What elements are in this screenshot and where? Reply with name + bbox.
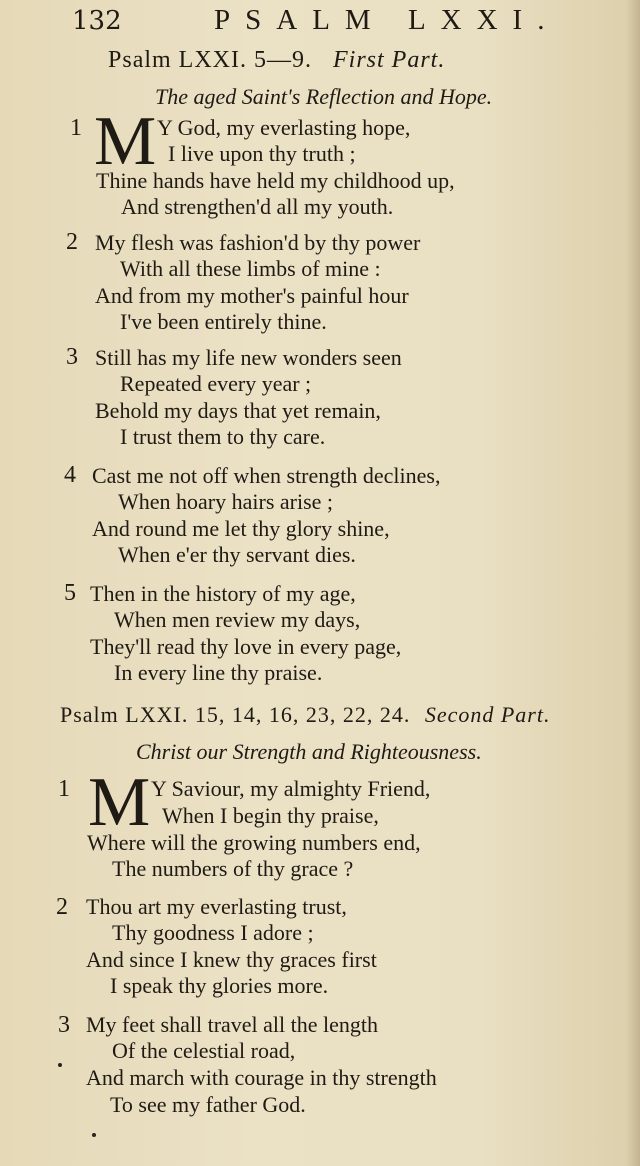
verse-line: Cast me not off when strength declines, xyxy=(92,463,441,488)
verse-number: 2 xyxy=(56,894,68,920)
verse-number: 3 xyxy=(66,344,78,370)
verse-line: My feet shall travel all the length xyxy=(86,1012,379,1037)
first-part-title: Psalm LXXI. 5—9. xyxy=(108,47,312,73)
verse-line: I've been entirely thine. xyxy=(120,309,327,334)
verse-line: When men review my days, xyxy=(114,607,361,632)
ink-speck xyxy=(92,1133,96,1137)
verse-line: They'll read thy love in every page, xyxy=(90,634,402,659)
verse-line: Then in the history of my age, xyxy=(90,581,356,606)
verse-line: I live upon thy truth ; xyxy=(168,141,356,166)
verse-line: Thou art my everlasting trust, xyxy=(86,894,347,919)
running-head xyxy=(0,2,640,42)
verse-line: And from my mother's painful hour xyxy=(95,283,409,308)
verse-number: 2 xyxy=(66,229,78,255)
verse-number: 4 xyxy=(64,462,76,488)
verse-line: Thy goodness I adore ; xyxy=(112,920,314,945)
verse-line: My flesh was fashion'd by thy power xyxy=(95,230,421,255)
drop-cap: M xyxy=(88,764,151,841)
verse-line: And strengthen'd all my youth. xyxy=(121,194,394,219)
verse-number: 1 xyxy=(58,776,70,802)
ink-speck xyxy=(58,1063,62,1067)
running-title: PSALM LXXI. xyxy=(214,4,560,36)
verse-number: 1 xyxy=(70,115,82,141)
second-part-label: Second Part. xyxy=(424,702,551,727)
second-part-title: Psalm LXXI. 15, 14, 16, 23, 22, 24. xyxy=(60,702,411,727)
second-part-theme: Christ our Strength and Righteousness. xyxy=(136,739,482,764)
first-part-heading xyxy=(108,47,445,74)
verse-line: And march with courage in thy strength xyxy=(86,1065,437,1090)
verse-line: To see my father God. xyxy=(110,1092,306,1117)
verse-number: 3 xyxy=(58,1012,70,1038)
verse-line: And since I knew thy graces first xyxy=(86,947,377,972)
verse-line: When I begin thy praise, xyxy=(162,803,379,828)
verse-line: Behold my days that yet remain, xyxy=(95,398,381,423)
page-edge-shadow xyxy=(626,0,640,1166)
verse-number: 5 xyxy=(64,580,76,606)
verse-line: With all these limbs of mine : xyxy=(120,256,381,281)
verse-line: And round me let thy glory shine, xyxy=(92,516,390,541)
verse-line: In every line thy praise. xyxy=(114,660,323,685)
first-part-label: First Part. xyxy=(333,47,446,73)
page-number: 132 xyxy=(72,6,122,36)
first-part-theme: The aged Saint's Reflection and Hope. xyxy=(155,84,493,109)
verse-line: I speak thy glories more. xyxy=(110,973,329,998)
verse-line: Thine hands have held my childhood up, xyxy=(96,168,455,193)
verse-line: When e'er thy servant dies. xyxy=(118,542,356,567)
verse-line: Repeated every year ; xyxy=(120,371,312,396)
verse-line: Y Saviour, my almighty Friend, xyxy=(151,776,431,801)
drop-cap: M xyxy=(94,103,157,180)
verse-line: I trust them to thy care. xyxy=(120,424,326,449)
second-part-heading xyxy=(60,702,550,728)
verse-line: When hoary hairs arise ; xyxy=(118,489,334,514)
verse-line: Of the celestial road, xyxy=(112,1038,296,1063)
verse-line: Where will the growing numbers end, xyxy=(87,830,421,855)
verse-line: The numbers of thy grace ? xyxy=(112,856,354,881)
verse-line: Still has my life new wonders seen xyxy=(95,345,402,370)
verse-line: Y God, my everlasting hope, xyxy=(157,115,411,140)
